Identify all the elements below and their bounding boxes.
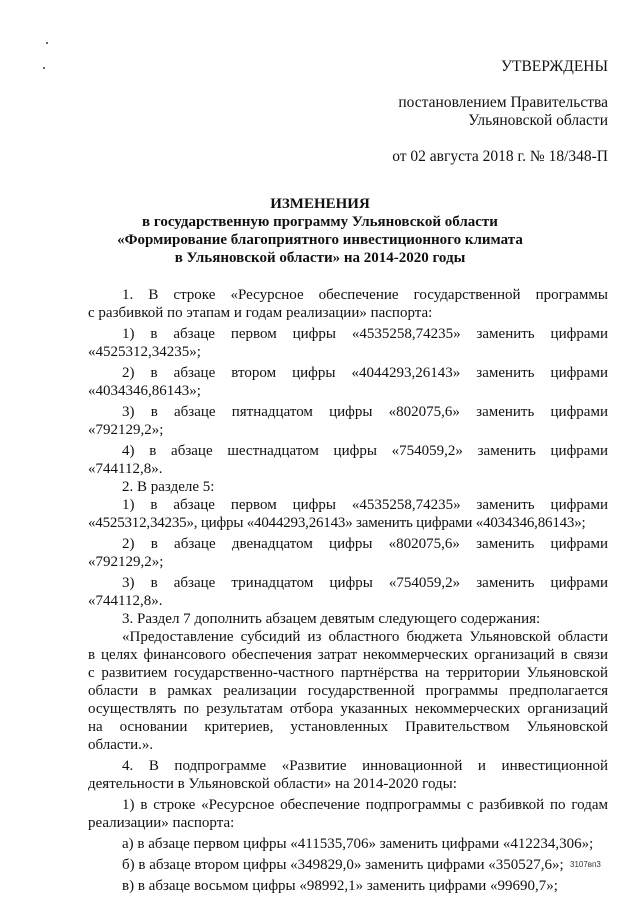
body-line: «4525312,34235», цифры «4044293,26143» заменить цифрами «4034346,86143»; <box>88 515 586 531</box>
body-line: «4034346,86143»; <box>88 383 201 399</box>
body-line: с развитием государственно-частного партнёрства на территории Ульяновской <box>88 665 608 681</box>
body-line: 1) в абзаце первом цифры «4535258,74235» заменить цифрами <box>122 326 608 342</box>
body-line: а) в абзаце первом цифры «411535,706» заменить цифрами «412234,306»; <box>122 836 594 852</box>
body-line: 2) в абзаце втором цифры «4044293,26143» заменить цифрами <box>122 365 608 381</box>
title-line-1: ИЗМЕНЕНИЯ <box>270 196 370 212</box>
document-code: 3107вп3 <box>570 860 601 869</box>
scan-speck <box>43 67 45 69</box>
title-line-3: «Формирование благоприятного инвестиционного климата <box>117 232 523 248</box>
body-line: 4) в абзаце шестнадцатом цифры «754059,2» заменить цифрами <box>122 443 608 459</box>
body-line: 4. В подпрограмме «Развитие инновационной и инвестиционной <box>122 758 608 774</box>
body-line: в) в абзаце восьмом цифры «98992,1» заменить цифрами «99690,7»; <box>122 878 558 894</box>
body-line: 1) в абзаце первом цифры «4535258,74235» заменить цифрами <box>122 497 608 513</box>
body-line: «744112,8». <box>88 593 163 609</box>
body-line: 1) в строке «Ресурсное обеспечение подпрограммы с разбивкой по годам <box>122 797 608 813</box>
approved-by-line-1: постановлением Правительства <box>398 94 608 111</box>
body-line: деятельности в Ульяновской области» на 2014-2020 годы: <box>88 776 457 792</box>
body-line: 3) в абзаце пятнадцатом цифры «802075,6» заменить цифрами <box>122 404 608 420</box>
body-line: в целях финансового обеспечения затрат некоммерческих организаций в связи <box>88 647 608 663</box>
body-line: «792129,2»; <box>88 422 164 438</box>
body-line: «4525312,34235»; <box>88 344 201 360</box>
date-number: от 02 августа 2018 г. № 18/348-П <box>392 148 608 165</box>
title-line-2: в государственную программу Ульяновской области <box>142 214 498 230</box>
body-line: 3. Раздел 7 дополнить абзацем девятым следующего содержания: <box>122 611 541 627</box>
body-line: 1. В строке «Ресурсное обеспечение государственной программы <box>122 287 608 303</box>
body-line: осуществлять по результатам отбора указанных некоммерческих организаций <box>88 701 608 717</box>
approved-title: УТВЕРЖДЕНЫ <box>501 58 608 75</box>
title-line-4: в Ульяновской области» на 2014-2020 годы <box>174 250 466 266</box>
body-line: «792129,2»; <box>88 554 164 570</box>
body-line: области в рамках реализации государственной программы предполагается <box>88 683 608 699</box>
document-body <box>88 286 608 895</box>
body-line: 3) в абзаце тринадцатом цифры «754059,2» заменить цифрами <box>122 575 608 591</box>
body-line: б) в абзаце втором цифры «349829,0» заменить цифрами «350527,6»; <box>122 857 564 873</box>
approved-by-line-2: Ульяновской области <box>468 112 608 129</box>
body-line: 2. В разделе 5: <box>122 479 215 495</box>
body-line: области.». <box>88 737 154 753</box>
body-line: с разбивкой по этапам и годам реализации» паспорта: <box>88 305 433 321</box>
scan-speck <box>46 42 48 44</box>
body-line: на основании критериев, установленных Правительством Ульяновской <box>88 719 608 735</box>
body-line: реализации» паспорта: <box>88 815 235 831</box>
body-line: «744112,8». <box>88 461 163 477</box>
body-line: «Предоставление субсидий из областного бюджета Ульяновской области <box>122 629 608 645</box>
body-line: 2) в абзаце двенадцатом цифры «802075,6» заменить цифрами <box>122 536 608 552</box>
